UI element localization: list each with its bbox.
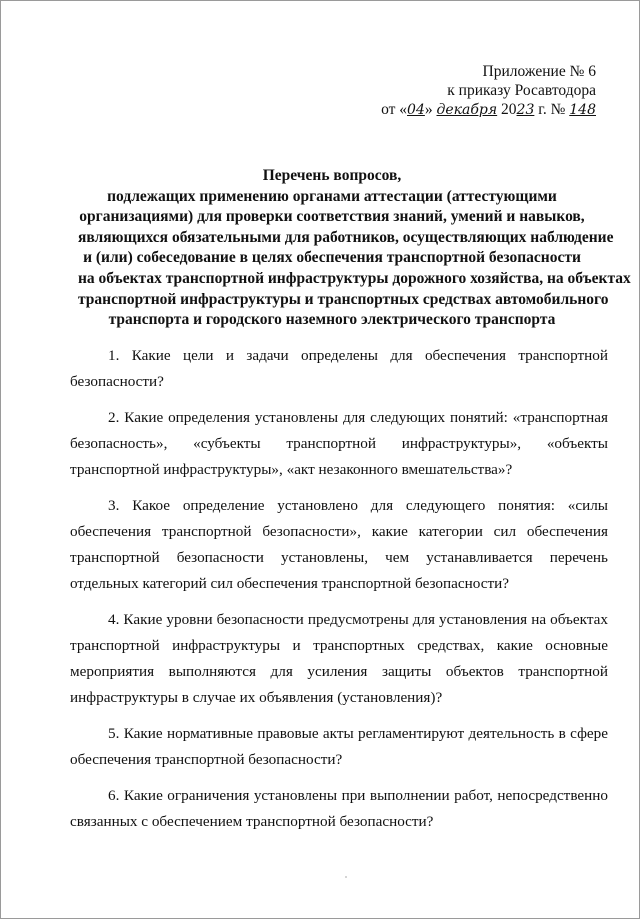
annex-order-date-line bbox=[381, 100, 596, 120]
title-line: транспортной инфраструктуры и транспортных средствах автомобильного bbox=[78, 290, 609, 308]
question-item: 1. Какие цели и задачи определены для обеспечения транспортной безопасности? bbox=[70, 347, 608, 390]
handwritten-year: 23 bbox=[516, 102, 535, 118]
questions-list bbox=[70, 343, 608, 845]
annex-order-reference: к приказу Росавтодора bbox=[447, 82, 596, 99]
title-line: являющихся обязательными для работников, осуществляющих наблюдение bbox=[78, 228, 614, 246]
question-item: 6. Какие ограничения установлены при выполнении работ, непосредственно связанных с обеспечением транспортной безопасности? bbox=[70, 787, 608, 830]
order-number-label: г. № bbox=[534, 101, 570, 118]
question-item: 2. Какие определения установлены для следующих понятий: «транспортная безопасность», «субъекты транспортной инфраструктуры», «объекты транспортной инфраструктуры», «акт незаконного вмешательства»? bbox=[70, 409, 608, 478]
question-item: 3. Какое определение установлено для следующего понятия: «силы обеспечения транспортной безопасности», какие категории сил обеспечения транспортной безопасности установлены, чем устанавливается перечень отдельных категорий сил обеспечения транспортной безопасности? bbox=[70, 497, 608, 592]
date-separator: » bbox=[424, 101, 437, 118]
question-item: 5. Какие нормативные правовые акты регламентируют деятельность в сфере обеспечения транспортной безопасности? bbox=[70, 725, 608, 768]
title-line: организациями) для проверки соответствия знаний, умений и навыков, bbox=[79, 208, 585, 226]
scan-speck bbox=[345, 876, 347, 878]
title-line: на объектах транспортной инфраструктуры дорожного хозяйства, на объектах bbox=[78, 269, 631, 287]
question-item: 4. Какие уровни безопасности предусмотрены для установления на объектах транспортной инфраструктуры и транспортных средствах, какие основные мероприятия выполняются для усиления защиты объектов транспортной инфраструктуры в случае их объявления (установления)? bbox=[70, 611, 608, 706]
document-title bbox=[78, 166, 631, 331]
title-line: транспорта и городского наземного электрического транспорта bbox=[108, 311, 556, 329]
title-line: и (или) собеседование в целях обеспечения транспортной безопасности bbox=[83, 249, 581, 267]
handwritten-month: декабря bbox=[436, 102, 498, 118]
year-prefix: 20 bbox=[497, 101, 517, 118]
annex-header bbox=[381, 62, 596, 120]
annex-number: Приложение № 6 bbox=[482, 63, 596, 80]
handwritten-day: 04 bbox=[407, 102, 425, 118]
title-line: Перечень вопросов, bbox=[262, 167, 402, 184]
title-line: подлежащих применению органами аттестации (аттестующими bbox=[107, 187, 557, 205]
date-prefix: от « bbox=[381, 101, 408, 118]
handwritten-order-number: 148 bbox=[569, 102, 596, 118]
